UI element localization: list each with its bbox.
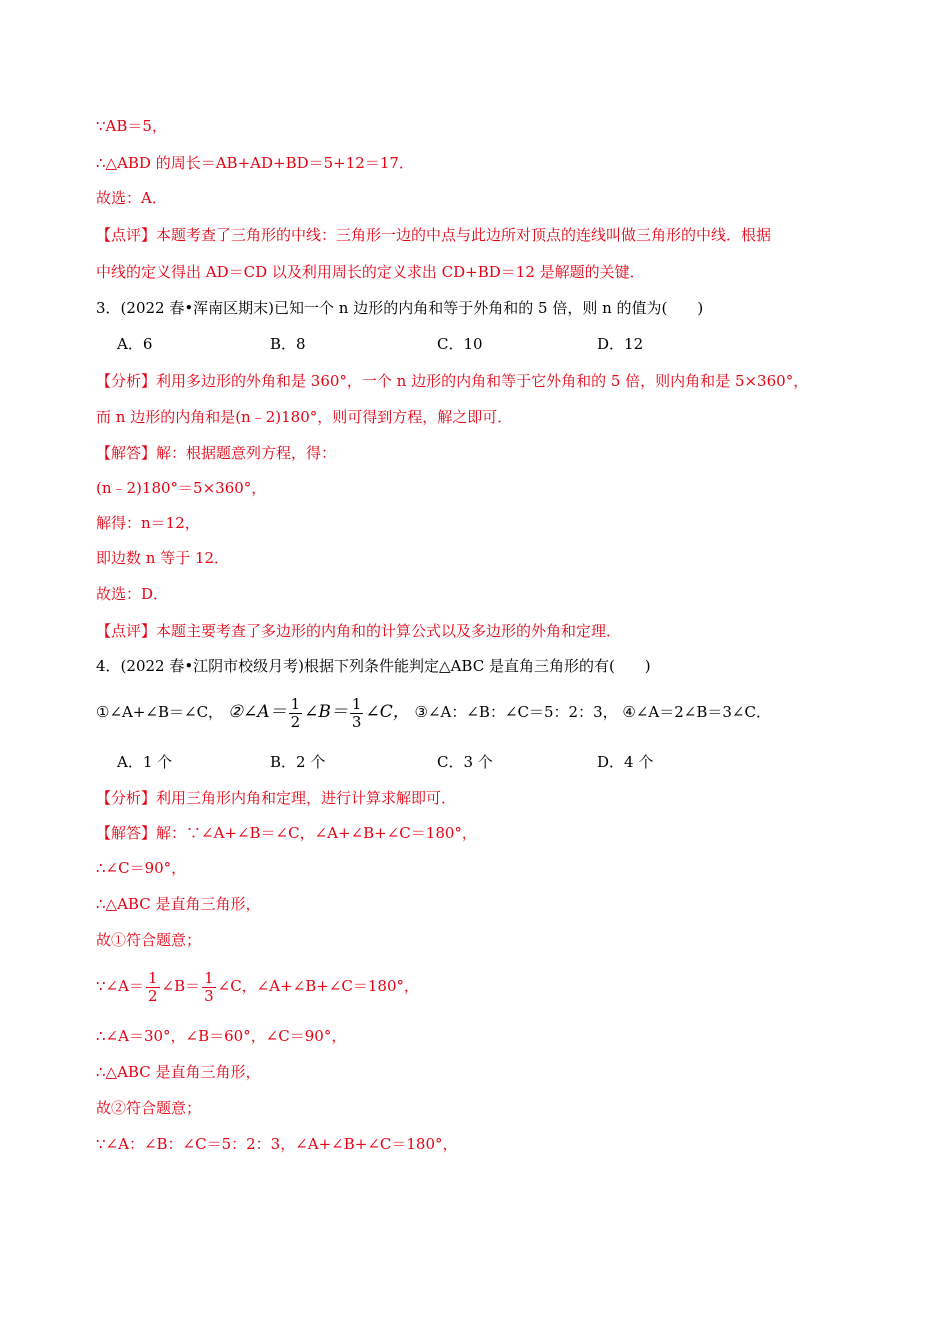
q4-option-a: A．1 个 [117, 753, 173, 771]
condition-2-end: ∠C， [365, 702, 410, 722]
condition-2-label: ②∠A＝ [227, 702, 287, 722]
solution-line: 解得：n＝12， [96, 514, 200, 532]
q4-option-d: D．4 个 [597, 753, 654, 771]
question-3: 3．(2022 春•浑南区期末)已知一个 n 边形的内角和等于外角和的 5 倍，则 n 的值为( ) [96, 299, 704, 317]
solution-line: 即边数 n 等于 12． [96, 549, 230, 567]
q4-conditions [96, 695, 771, 731]
comment-line: 【点评】本题考查了三角形的中线：三角形一边的中点与此边所对顶点的连线叫做三角形的中线．根据 [96, 226, 772, 244]
fraction-one-half: $\frac{1}{2}$ [147, 968, 158, 1005]
comment-line: 【点评】本题主要考查了多边形的内角和的计算公式以及多边形的外角和定理． [96, 622, 622, 640]
solution-line: ∴△ABC 是直角三角形， [96, 895, 261, 913]
solution-line: ∴△ABC 是直角三角形， [96, 1063, 261, 1081]
condition-1: ①∠A+∠B＝∠C， [96, 703, 224, 721]
solution-line: 故①符合题意； [96, 931, 202, 949]
solution-line: 故②符合题意； [96, 1099, 202, 1117]
question-4: 4．(2022 春•江阴市校级月考)根据下列条件能判定△ABC 是直角三角形的有( ) [96, 657, 651, 675]
fraction-one-third: $\frac{1}{3}$ [204, 968, 214, 1005]
solution-line: 故选：D． [96, 585, 169, 603]
condition-3: ③∠A：∠B：∠C＝5：2：3， [414, 703, 618, 721]
solution-line: 【解答】解：∵∠A+∠B＝∠C，∠A+∠B+∠C＝180°， [96, 824, 477, 842]
analysis-line: 【分析】利用多边形的外角和是 360°，一个 n 边形的内角和等于它外角和的 5 倍，则内角和是 5×360°， [96, 372, 809, 390]
fraction-one-third: $\frac{1}{3}$ [351, 694, 362, 731]
fraction-one-half: $\frac{1}{2}$ [290, 694, 301, 731]
q3-option-b: B．8 [270, 335, 306, 353]
solution-line-fraction: ∵∠A＝ $\frac{1}{2}$ ∠B＝ $\frac{1}{3}$ ∠C，∠A+∠B+∠C＝180°， [96, 968, 419, 1005]
q3-option-d: D．12 [597, 335, 644, 353]
q4-option-c: C．3 个 [437, 753, 493, 771]
solution-line: ∴∠A＝30°，∠B＝60°，∠C＝90°， [96, 1027, 347, 1045]
analysis-line: 【分析】利用三角形内角和定理，进行计算求解即可． [96, 789, 457, 807]
solution-line: ∵AB＝5， [96, 117, 167, 135]
q4-option-b: B．2 个 [270, 753, 326, 771]
q3-option-a: A．6 [117, 335, 153, 353]
solution-line: 故选：A． [96, 189, 167, 207]
solution-line: ∵∠A：∠B：∠C＝5：2：3，∠A+∠B+∠C＝180°， [96, 1135, 458, 1153]
condition-4: ④∠A＝2∠B＝3∠C． [622, 703, 771, 721]
comment-line: 中线的定义得出 AD＝CD 以及利用周长的定义求出 CD+BD＝12 是解题的关键． [96, 263, 645, 281]
solution-line: ∴△ABD 的周长＝AB+AD+BD＝5+12＝17． [96, 154, 414, 172]
solution-line: 【解答】解：根据题意列方程，得： [96, 444, 337, 462]
solution-line: ∴∠C＝90°， [96, 859, 187, 877]
q3-option-c: C．10 [437, 335, 483, 353]
solution-line: (n﹣2)180°＝5×360°， [96, 479, 267, 497]
analysis-line: 而 n 边形的内角和是(n﹣2)180°，则可得到方程，解之即可． [96, 408, 513, 426]
condition-2-mid: ∠B＝ [304, 702, 348, 722]
